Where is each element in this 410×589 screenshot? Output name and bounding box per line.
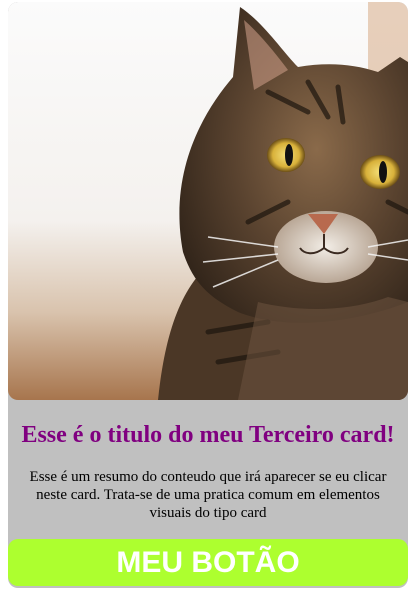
card-button[interactable]: MEU BOTÃO — [8, 539, 408, 586]
cat-photo — [8, 2, 408, 400]
card — [8, 2, 408, 588]
card-summary: Esse é um resumo do conteudo que irá aparecer se eu clicar neste card. Trata-se de uma pratica comum em elementos visuais do tipo card — [29, 469, 387, 521]
card-image — [8, 2, 408, 400]
card-title: Esse é o titulo do meu Terceiro card! — [21, 422, 395, 448]
